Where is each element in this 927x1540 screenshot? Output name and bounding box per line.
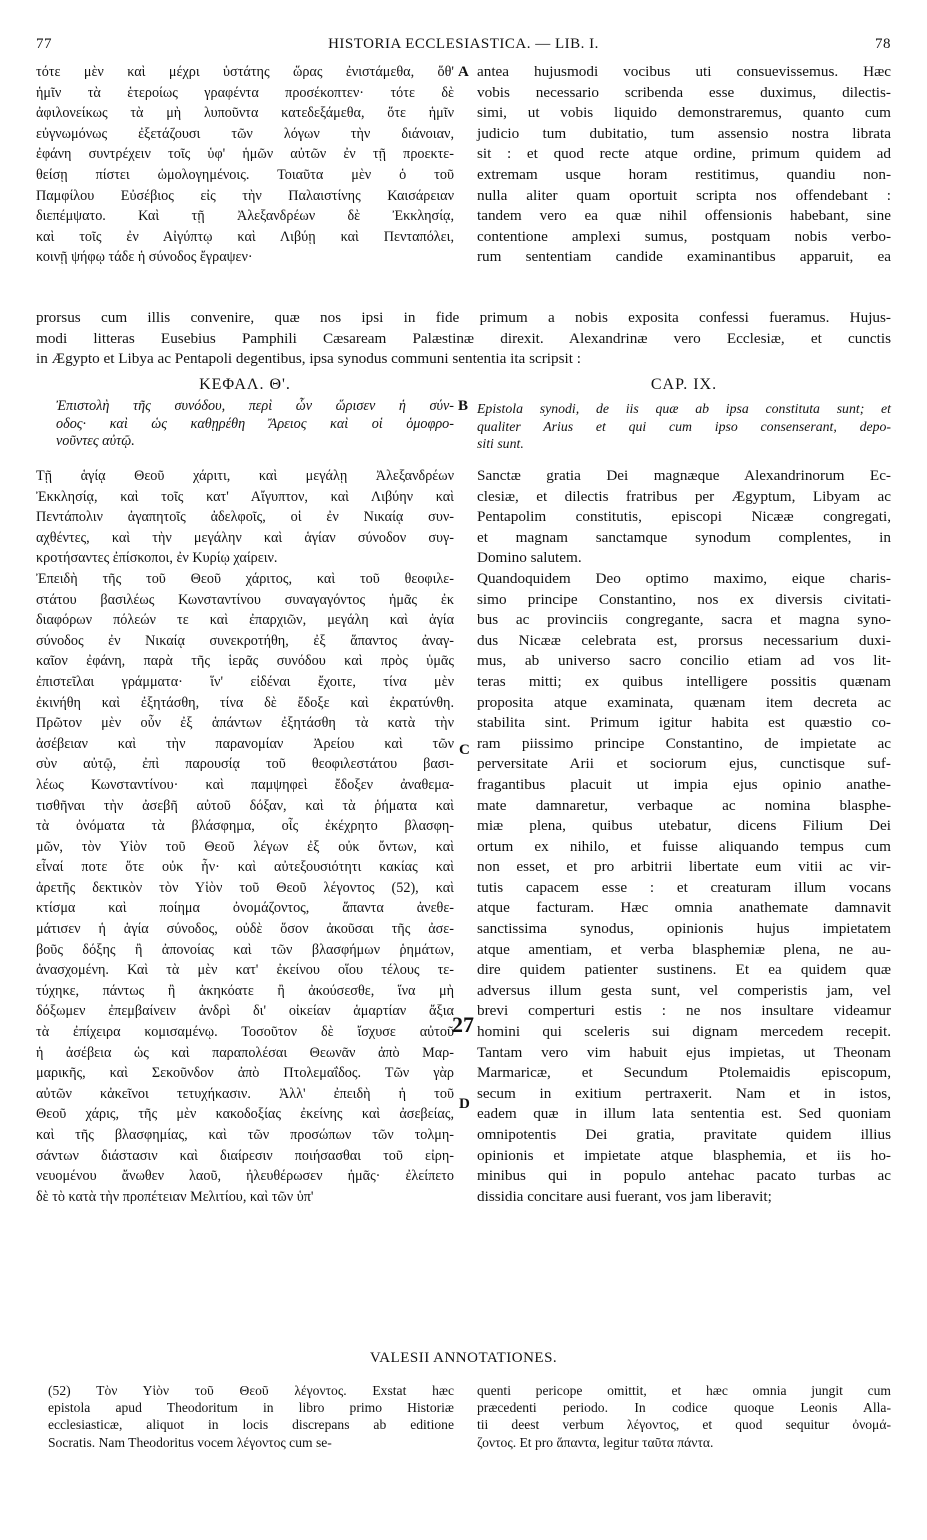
text-line: in Ægypto et Libya ac Pentapoli degentibus, ipsa synodus communi sententia ita scripsit : <box>36 350 581 368</box>
text-line: ortum ex nihilo, et fuisse aliquando tempus cum <box>477 837 891 855</box>
text-line: nulla aliter quam oportuit scripta nos offendebant : <box>477 186 891 204</box>
text-line: siti sunt. <box>477 436 524 452</box>
annotations-left-column <box>48 1382 454 1451</box>
text-line: ἀσέβειαν καὶ τὴν παρανομίαν Ἀρείου καὶ τῶν <box>36 735 454 752</box>
text-line: καῖον ἐφάνη, παρὰ τῆς ἱερᾶς συνόδου καὶ πρὸς ὑμᾶς <box>36 653 454 670</box>
text-line: ἐπιστεῖλαι γράμματα· ἵν' εἰδέναι ἔχοιτε, τίνα μὲν <box>36 673 454 690</box>
text-line: non esset, et pro arbitrii libertate eum vitii ac vir- <box>477 858 891 876</box>
greek-body-column <box>36 466 454 1207</box>
text-line: secum in exitium pertraxerit. Nam et in istos, <box>477 1084 891 1102</box>
text-line: μάτισεν ἡ ἁγία σύνοδος, οὐδὲ ὅσον ἀκοῦσαι τῆς ἀσε- <box>36 921 454 938</box>
text-line: opinionis et impietate atque blasphemia, et iis ho- <box>477 1146 891 1164</box>
text-line: κοινῇ ψήφῳ τάδε ἡ σύνοδος ἔγραψεν· <box>36 249 253 266</box>
text-line: Pentapolim constitutis, episcopi Nicææ congregati, <box>477 508 891 526</box>
text-line: ἀφιλονείκως τὰ μὴ λυποῦντα κατεδεξάμεθα, ὅτε ἡμῖν <box>36 105 454 122</box>
text-line: Sanctæ gratia Dei magnæque Alexandrinorum Ec- <box>477 467 891 484</box>
text-line: clesiæ, et dilectis fratribus per Ægyptum, Libyam ac <box>477 487 891 505</box>
annotations-right-column <box>477 1382 891 1451</box>
running-title: HISTORIA ECCLESIASTICA. — LIB. I. <box>328 36 599 52</box>
text-line: σὺν αὐτῷ, ἐπὶ παρουσίᾳ τοῦ θεοφιλεστάτου βασι- <box>36 756 454 773</box>
annotations-title: VALESII ANNOTATIONES. <box>369 1350 558 1366</box>
text-line: κτίσμα καὶ ποίημα ὀνομάζοντος, ἅπαντα ἀνεθε- <box>36 900 454 917</box>
text-line: sit : et quod recte atque ordine, primum quidem ad <box>477 145 891 163</box>
text-line: Παμφίλου Εὐσέβιος εἰς τὴν Παλαιστίνης Καισάρειαν <box>36 187 454 204</box>
text-line: omnipotentis Dei gratia, pravitate quidem illius <box>477 1126 891 1143</box>
text-line: homini qui sceleris sui dignam mercedem recepit. <box>477 1023 891 1041</box>
right-page-number: 78 <box>875 36 891 52</box>
latin-chapter-title <box>477 400 891 453</box>
margin-marker-c: C <box>459 742 470 758</box>
text-line: (52) Τὸν Υἱὸν τοῦ Θεοῦ λέγοντος. Exstat hæc <box>48 1383 454 1398</box>
text-line: βοῦς δόξης ἢ ἀπονοίας καὶ τῶν βλασφήμων ῥημάτων, <box>36 941 454 958</box>
text-line: Domino salutem. <box>477 549 582 567</box>
text-line: ζοντος. Et pro ἅπαντα, legitur ταῦτα πάντα. <box>477 1434 714 1450</box>
text-line: Θεοῦ χάρις, τῆς μὲν κακοδοξίας ἐκείνης καὶ ἀσεβείας, <box>36 1106 454 1123</box>
text-line: τισθῆναι τὴν ἀσεβῆ αὐτοῦ δόξαν, καὶ τὰ ῥήματα καὶ <box>36 797 454 814</box>
text-line: Πρῶτον μὲν οὖν ἐξ ἁπάντων ἐξητάσθη τὰ κατὰ τὴν <box>36 715 454 732</box>
text-line: νοῦντες αὐτῷ. <box>56 433 135 450</box>
margin-marker-a: A <box>458 64 469 80</box>
text-line: extremam usque horam restitimus, quandiu non- <box>477 165 891 183</box>
text-line: ram piissimo principe Constantino, de impietate ac <box>477 734 891 752</box>
text-line: ἡ ἀσέβεια ὡς καὶ παραπολέσαι Θεωνᾶν ἀπὸ Μαρ- <box>36 1044 454 1061</box>
text-line: simi, ut vobis liquido demonstraremus, quanto cum <box>477 104 891 122</box>
text-line: εὐγνωμόνως ἐξετάζουσι τῶν λόγων τὴν διάνοιαν, <box>36 125 454 142</box>
text-line: αὐτῶν κἀκεῖνοι τετυχήκασιν. Ἀλλ' ἐπειδὴ ἡ τοῦ <box>36 1085 454 1102</box>
text-line: eadem quæ in illum lata sententia est. Sed quoniam <box>477 1105 891 1123</box>
text-line: proposita atque examinata, quænam item decreta ac <box>477 693 891 711</box>
text-line: stabilita sint. Primum igitur habita est quæstio co- <box>477 714 891 732</box>
text-line: Ἐπειδὴ τῆς τοῦ Θεοῦ χάριτος, καὶ τοῦ θεοφιλε- <box>36 570 454 587</box>
text-line: tandem vero ea quæ nihil offensionis habebant, sine <box>477 207 891 225</box>
text-line: vobis necessario scribenda esse duximus, dilectis- <box>477 83 891 101</box>
text-line: Epistola synodi, de iis quæ ab ipsa constituta sunt; et <box>477 401 891 416</box>
text-line: qualiter Arius et qui cum ipso consenserant, depo- <box>477 418 891 434</box>
text-line: σύνοδος ἐν Νικαίᾳ συνεκροτήθη, ἐξ ἅπαντος ἀναγ- <box>36 632 454 649</box>
text-line: λέως Κωνσταντίνου· καὶ παμψηφεὶ ἔδοξεν ἀναθεμα- <box>36 776 454 793</box>
text-line: καὶ τῆς βλασφημίας, καὶ τῶν προσώπων τῶν τολμη- <box>36 1127 454 1143</box>
text-line: τὰ ὀνόματα τὰ βλάσφημα, οἷς ἐκέχρητο βλασφη- <box>36 818 454 835</box>
text-line: rum sententiam candide examinantibus apparuit, ea <box>477 248 891 266</box>
text-line: δόξωμεν ἐπεμβαίνειν ἀνδρὶ δι' οἰκείαν ἁμαρτίαν ἄξια <box>36 1003 454 1020</box>
text-line: prorsus cum illis convenire, quæ nos ipsi in fide primum a nobis exposita confessi fueramus. Hujus- <box>36 309 891 326</box>
text-line: θείσῃ πίστει ὡμολογημένοις. Τοιαῦτα μὲν ὁ τοῦ <box>36 166 454 183</box>
text-line: atque facturam. Hæc omnia anathemate damnavit <box>477 899 891 917</box>
text-line: et magnam sanctamque synodum complentes, in <box>477 528 891 546</box>
latin-chapter-heading: CAP. IX. <box>650 376 718 393</box>
text-line: sanctissima synodus, opinionis hujus impietatem <box>477 920 891 938</box>
text-line: τὰ ἐπίχειρα κομισαμένῳ. Τοσοῦτον δὲ ἴσχυσε αὐτοῦ <box>36 1024 454 1041</box>
text-line: simo principe Constantino, nos ex diversis civitati- <box>477 590 891 608</box>
text-line: dissidia concitare ausi fuerant, vos jam liberavit; <box>477 1187 772 1205</box>
text-line: τότε μὲν καὶ μέχρι ὑστάτης ὥρας ἐνιστάμεθα, ὅθ' <box>36 64 454 80</box>
left-page-number: 77 <box>36 36 52 52</box>
text-line: epistola apud Theodoritum in libro primo Historiæ <box>48 1400 454 1416</box>
text-line: mate damnaretur, verbaque ac nomina blasphe- <box>477 796 891 814</box>
text-line: ἀνασχομένη. Καὶ τὰ μὲν κατ' ἐκείνου οἵου τέλους τε- <box>36 962 454 979</box>
text-line: brevi comperturi estis : ne nos insultare videamur <box>477 1002 891 1020</box>
text-line: ἀρετῆς δεκτικὸν τὸν Υἱὸν τοῦ Θεοῦ λέγοντος (52), καὶ <box>36 879 454 896</box>
text-line: Tantam vero vim habuit ejus impietas, ut Theonam <box>477 1043 891 1061</box>
text-line: Marmaricæ, et Secundum Ptolemaidis episcopum, <box>477 1064 891 1082</box>
text-line: ecclesiasticæ, aliquot in locis discrepans ab editione <box>48 1417 454 1433</box>
full-width-latin <box>36 308 891 370</box>
text-line: bus ac provinciis congregante, sacra et magna syno- <box>477 611 891 629</box>
text-line: οδος· καὶ ὡς καθῃρέθη Ἄρειος καὶ οἱ ὁμοφρο- <box>56 415 454 432</box>
text-line: præcedenti periodo. In codice quoque Leonis Alla- <box>477 1400 891 1416</box>
text-line: ἐκινήθη καὶ ἐξητάσθη, τίνα δὲ ἔδοξε καὶ ἐκρατύνθη. <box>36 694 454 711</box>
running-header <box>36 36 891 56</box>
text-line: μαρικῆς, καὶ Σεκοῦνδον ἀπὸ Πτολεμαΐδος. Τῶν γὰρ <box>36 1065 454 1082</box>
text-line: quenti pericope omittit, et hæc omnia jungit cum <box>477 1383 891 1398</box>
greek-chapter-heading: ΚΕΦΑΛ. Θ'. <box>199 376 291 393</box>
margin-marker-b: B <box>458 398 469 414</box>
text-line: contentione amplexi sumus, postquam nobis verbo- <box>477 227 891 245</box>
text-line: στάτου βασιλέως Κωνσταντίνου συναγαγόντος ἡμᾶς ἐκ <box>36 591 454 608</box>
text-line: Πεντάπολιν ἀγαπητοῖς ἀδελφοῖς, οἱ ἐν Νικαίᾳ συν- <box>36 509 454 526</box>
latin-body-column <box>477 466 891 1207</box>
text-line: κροτήσαντες ἐπίσκοποι, ἐν Κυρίῳ χαίρειν. <box>36 550 278 567</box>
text-line: τύχηκε, πάντως ἢ ἀκηκόατε ἢ ἀκούσεσθε, ἵνα μὴ <box>36 982 454 999</box>
text-line: tii deest verbum λέγοντος, et quod sequitur ὀνομά- <box>477 1417 891 1433</box>
text-line: judicio tum dubitatio, tum assensio nostra librata <box>477 124 891 142</box>
text-line: Ἐπιστολὴ τῆς συνόδου, περὶ ὧν ὥρισεν ἡ σύν- <box>56 398 454 414</box>
text-line: Socratis. Nam Theodoritus vocem λέγοντος cum se- <box>48 1434 332 1450</box>
text-line: ἡμῖν τὰ ἑτεροίως γραφέντα προσέκοπτεν· τότε δὲ <box>36 84 454 101</box>
text-line: adversus illum gesta sunt, vel comperistis jam, vel <box>477 981 891 999</box>
page-reference-number: 27 <box>452 1012 474 1037</box>
text-line: διεπέμψατο. Καὶ τῇ Ἀλεξανδρέων δὲ Ἐκκλησίᾳ, <box>36 208 454 225</box>
text-line: mus, ab universo sacro concilio etiam ad vos lit- <box>477 652 891 670</box>
text-line: διαφόρων πόλεών τε καὶ ἐπαρχιῶν, μεγάλη καὶ ἁγία <box>36 612 454 629</box>
text-line: νευομένου ἄνωθεν λαοῦ, ἠλευθέρωσεν ἡμᾶς· ἐλείπετο <box>36 1168 454 1185</box>
text-line: modi litteras Eusebius Pamphili Cæsaream Palæstinæ direxit. Alexandrinæ vero Ecclesiæ, et cunctis <box>36 329 891 347</box>
text-line: αχθέντες, καὶ τὴν μεγάλην καὶ ἁγίαν σύνοδον συγ- <box>36 529 454 546</box>
text-line: μῶν, τὸν Υἱὸν τοῦ Θεοῦ λέγων ἐξ οὐκ ὄντων, καὶ <box>36 838 454 855</box>
text-line: dus Nicææ celebrata est, prorsus necessarium duxi- <box>477 631 891 649</box>
text-line: tutis capacem esse : et creaturam illum vocans <box>477 878 891 896</box>
text-line: dire quidem patienter sustinens. Et ea quidem quæ <box>477 961 891 979</box>
text-line: δὲ τὸ κατὰ τὴν προπέτειαν Μελιτίου, καὶ τῶν ὑπ' <box>36 1188 314 1205</box>
margin-marker-d: D <box>459 1096 470 1112</box>
greek-chapter-title <box>56 398 454 451</box>
text-line: atque amentiam, et verba blasphemiæ plena, ne au- <box>477 940 891 958</box>
text-line: σάντων διάστασιν καὶ διαίρεσιν ποιήσασθαι τοῦ εἰρη- <box>36 1147 454 1164</box>
text-line: fragantibus placuit ut impia ejus opinio anathe- <box>477 775 891 793</box>
text-line: minibus qui in populo antehac pacato turbas ac <box>477 1167 891 1185</box>
text-line: perversitate Arii et sociorum ejus, cunctisque suf- <box>477 755 891 773</box>
text-line: Ἐκκλησίᾳ, καὶ τοῖς κατ' Αἴγυπτον, καὶ Λιβύην καὶ <box>36 488 454 505</box>
text-line: καὶ τοῖς ἐν Αἰγύπτῳ καὶ Λιβύῃ καὶ Πενταπόλει, <box>36 228 454 245</box>
top-greek-column <box>36 62 454 268</box>
text-line: antea hujusmodi vocibus uti consuevissemus. Hæc <box>477 63 891 80</box>
text-line: ἐφάνη συντρέχειν τοῖς ὑφ' ἡμῶν αὐτῶν ἐν τῇ προεκτε- <box>36 146 454 163</box>
text-line: teras mitti; ex quibus intelligere possitis quænam <box>477 672 891 690</box>
text-line: Τῇ ἁγίᾳ Θεοῦ χάριτι, καὶ μεγάλῃ Ἀλεξανδρέων <box>36 468 454 484</box>
top-latin-column <box>477 62 891 268</box>
text-line: εἶναί ποτε ὅτε οὐκ ἦν· καὶ αὐτεξουσιότητι κακίας καὶ <box>36 859 454 876</box>
text-line: miæ plena, quibus utebatur, dicens Filium Dei <box>477 817 891 835</box>
text-line: Quandoquidem Deo optimo maximo, eique charis- <box>477 569 891 587</box>
